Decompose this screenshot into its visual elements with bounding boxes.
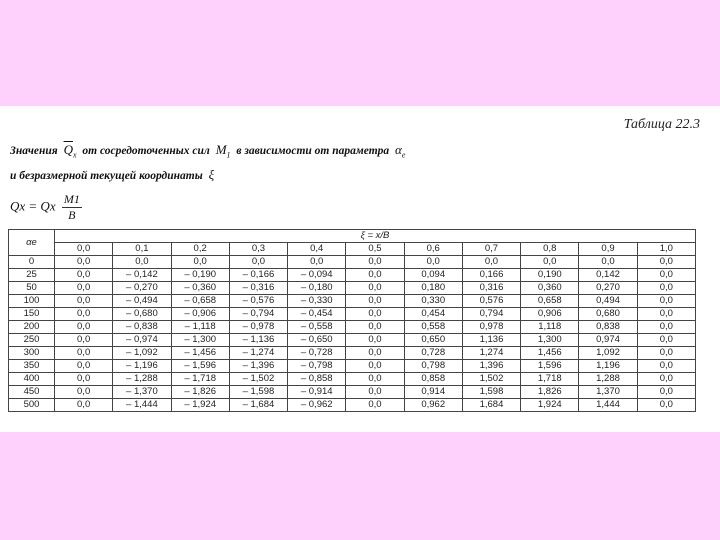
table-cell: – 0,962 — [288, 399, 346, 412]
xi-value-header: 0,5 — [346, 243, 404, 256]
table-cell: 1,300 — [521, 334, 579, 347]
table-cell: 0,0 — [579, 256, 637, 269]
table-cell: – 0,576 — [229, 295, 287, 308]
caption-line-1 — [10, 140, 408, 165]
table-cell: 0,650 — [404, 334, 462, 347]
alpha-value-cell: 25 — [9, 269, 55, 282]
table-cell: – 0,838 — [113, 321, 171, 334]
xi-value-header: 0,6 — [404, 243, 462, 256]
table-cell: – 0,794 — [229, 308, 287, 321]
table-cell: 0,0 — [113, 256, 171, 269]
table-cell: 1,396 — [462, 360, 520, 373]
table-cell: – 0,680 — [113, 308, 171, 321]
table-cell: 0,316 — [462, 282, 520, 295]
caption-part-1: Значения — [10, 145, 58, 157]
table-cell: 0,794 — [462, 308, 520, 321]
values-table — [8, 229, 696, 412]
table-cell: 0,454 — [404, 308, 462, 321]
table-row — [9, 334, 696, 347]
table-row — [9, 347, 696, 360]
table-cell: – 0,330 — [288, 295, 346, 308]
table-cell: 0,0 — [346, 321, 404, 334]
formula-numerator: M1 — [63, 192, 80, 206]
alpha-value-cell: 0 — [9, 256, 55, 269]
table-cell: 0,0 — [637, 360, 695, 373]
table-cell: – 1,502 — [229, 373, 287, 386]
table-cell: 0,0 — [637, 386, 695, 399]
table-cell: 0,0 — [521, 256, 579, 269]
table-cell: – 0,658 — [171, 295, 229, 308]
table-cell: 0,0 — [171, 256, 229, 269]
table-row — [9, 360, 696, 373]
table-cell: 0,0 — [346, 347, 404, 360]
xi-value-header: 0,0 — [55, 243, 113, 256]
table-cell: 0,658 — [521, 295, 579, 308]
q-symbol — [63, 142, 77, 160]
alpha-value-cell: 150 — [9, 308, 55, 321]
table-cell: 1,684 — [462, 399, 520, 412]
table-cell: – 1,370 — [113, 386, 171, 399]
table-row — [9, 256, 696, 269]
table-cell: – 1,300 — [171, 334, 229, 347]
alpha-value-cell: 200 — [9, 321, 55, 334]
table-cell: 0,0 — [55, 269, 113, 282]
table-row — [9, 373, 696, 386]
table-cell: – 0,858 — [288, 373, 346, 386]
table-cell: 0,0 — [55, 399, 113, 412]
table-cell: – 1,136 — [229, 334, 287, 347]
xi-value-header: 1,0 — [637, 243, 695, 256]
table-number: Таблица 22.3 — [623, 117, 700, 132]
table-cell: 0,0 — [346, 334, 404, 347]
table-cell: 0,0 — [404, 256, 462, 269]
table-row — [9, 321, 696, 334]
table-row — [9, 269, 696, 282]
table-cell: 1,456 — [521, 347, 579, 360]
table-cell: 1,370 — [579, 386, 637, 399]
table-cell: – 0,094 — [288, 269, 346, 282]
table-cell: – 0,914 — [288, 386, 346, 399]
header-row-1 — [9, 230, 696, 243]
table-cell: – 0,494 — [113, 295, 171, 308]
table-cell: 1,136 — [462, 334, 520, 347]
table-cell: – 1,684 — [229, 399, 287, 412]
table-cell: 0,0 — [346, 282, 404, 295]
alpha-subscript: e — [401, 150, 406, 160]
alpha-column-header: αe — [9, 230, 55, 256]
caption-line-2-text: и безразмерной текущей координаты — [10, 169, 203, 182]
table-cell: 0,0 — [288, 256, 346, 269]
xi-symbol: ξ — [208, 166, 215, 182]
table-cell: 0,978 — [462, 321, 520, 334]
table-cell: 0,0 — [637, 282, 695, 295]
table-cell: 0,858 — [404, 373, 462, 386]
formula-fraction — [62, 192, 82, 223]
table-cell: – 0,650 — [288, 334, 346, 347]
xi-value-header: 0,1 — [113, 243, 171, 256]
table-cell: 0,0 — [637, 256, 695, 269]
table-cell: 0,576 — [462, 295, 520, 308]
table-cell: – 1,444 — [113, 399, 171, 412]
table-cell: – 1,118 — [171, 321, 229, 334]
alpha-value-cell: 250 — [9, 334, 55, 347]
xi-value-header: 0,4 — [288, 243, 346, 256]
table-cell: – 1,598 — [229, 386, 287, 399]
xi-value-header: 0,7 — [462, 243, 520, 256]
alpha-value-cell: 50 — [9, 282, 55, 295]
table-cell: 0,0 — [637, 269, 695, 282]
table-cell: 0,0 — [346, 399, 404, 412]
table-cell: 0,0 — [229, 256, 287, 269]
table-cell: 0,558 — [404, 321, 462, 334]
table-cell: 0,0 — [637, 373, 695, 386]
table-cell: – 1,092 — [113, 347, 171, 360]
table-cell: – 0,166 — [229, 269, 287, 282]
table-cell: 0,0 — [55, 360, 113, 373]
table-cell: 0,0 — [55, 373, 113, 386]
q-subscript: x — [72, 150, 77, 160]
table-cell: 0,180 — [404, 282, 462, 295]
formula-denominator: B — [68, 208, 76, 222]
table-cell: – 0,142 — [113, 269, 171, 282]
table-cell: 0,0 — [637, 347, 695, 360]
table-cell: 0,094 — [404, 269, 462, 282]
table-cell: 0,270 — [579, 282, 637, 295]
table-cell: 0,0 — [462, 256, 520, 269]
alpha-letter: α — [395, 142, 402, 157]
table-cell: – 0,360 — [171, 282, 229, 295]
caption-part-2: от сосредоточенных сил — [82, 145, 210, 157]
alpha-value-cell: 100 — [9, 295, 55, 308]
caption-line-2 — [10, 165, 408, 186]
table-cell: – 1,456 — [171, 347, 229, 360]
xi-values-row — [9, 243, 696, 256]
table-body — [9, 256, 696, 412]
table-cell: 0,360 — [521, 282, 579, 295]
table-cell: – 0,974 — [113, 334, 171, 347]
table-cell: 0,0 — [346, 256, 404, 269]
table-cell: – 0,558 — [288, 321, 346, 334]
table-cell: – 0,454 — [288, 308, 346, 321]
table-cell: 0,494 — [579, 295, 637, 308]
alpha-value-cell: 400 — [9, 373, 55, 386]
caption-part-3: в зависимости от параметра — [236, 145, 390, 157]
m-subscript: 1 — [226, 150, 231, 160]
table-cell: 0,0 — [637, 295, 695, 308]
table-cell: 0,0 — [346, 308, 404, 321]
q-letter: $\overline{Q}$ — [63, 142, 73, 157]
table-cell: – 0,190 — [171, 269, 229, 282]
xi-header: ξ = x/B — [55, 230, 696, 243]
table-cell: 1,274 — [462, 347, 520, 360]
table-cell: 0,0 — [55, 308, 113, 321]
alpha-symbol — [395, 142, 406, 160]
table-row — [9, 282, 696, 295]
table-cell: 0,0 — [55, 321, 113, 334]
table-cell: 1,596 — [521, 360, 579, 373]
table-cell: – 1,288 — [113, 373, 171, 386]
table-cell: 0,962 — [404, 399, 462, 412]
table-row — [9, 386, 696, 399]
table-cell: 0,0 — [637, 321, 695, 334]
table-cell: 0,0 — [55, 347, 113, 360]
table-cell: 1,826 — [521, 386, 579, 399]
table-cell: 1,502 — [462, 373, 520, 386]
table-cell: 0,0 — [637, 334, 695, 347]
table-cell: 1,288 — [579, 373, 637, 386]
xi-value-header: 0,8 — [521, 243, 579, 256]
table-cell: – 0,316 — [229, 282, 287, 295]
table-cell: – 1,718 — [171, 373, 229, 386]
m-symbol — [215, 142, 231, 160]
table-cell: – 0,906 — [171, 308, 229, 321]
table-cell: 0,0 — [55, 282, 113, 295]
table-row — [9, 308, 696, 321]
alpha-value-cell: 350 — [9, 360, 55, 373]
formula — [10, 192, 82, 223]
table-cell: 0,0 — [346, 386, 404, 399]
table-cell: – 1,826 — [171, 386, 229, 399]
m-letter: M — [215, 142, 227, 157]
table-cell: – 0,270 — [113, 282, 171, 295]
table-cell: 0,0 — [637, 308, 695, 321]
table-cell: 1,092 — [579, 347, 637, 360]
xi-value-header: 0,2 — [171, 243, 229, 256]
table-cell: 0,0 — [637, 399, 695, 412]
table-cell: 0,0 — [55, 334, 113, 347]
table-cell: 0,798 — [404, 360, 462, 373]
table-cell: 0,0 — [346, 295, 404, 308]
formula-lhs: Qx = Qx — [10, 198, 56, 214]
table-cell: – 0,978 — [229, 321, 287, 334]
table-cell: 0,728 — [404, 347, 462, 360]
table-cell: 1,924 — [521, 399, 579, 412]
table-cell: – 0,728 — [288, 347, 346, 360]
table-cell: 0,914 — [404, 386, 462, 399]
table-cell: – 1,924 — [171, 399, 229, 412]
table-cell: 1,118 — [521, 321, 579, 334]
scanned-page — [0, 106, 720, 432]
table-row — [9, 295, 696, 308]
table-cell: 0,0 — [55, 386, 113, 399]
table-cell: 0,166 — [462, 269, 520, 282]
table-cell: – 1,396 — [229, 360, 287, 373]
alpha-value-cell: 500 — [9, 399, 55, 412]
table-cell: – 0,180 — [288, 282, 346, 295]
table-cell: 0,190 — [521, 269, 579, 282]
table-caption — [10, 140, 408, 186]
table-cell: 1,196 — [579, 360, 637, 373]
table-cell: 0,0 — [55, 256, 113, 269]
table-row — [9, 399, 696, 412]
table-cell: 0,906 — [521, 308, 579, 321]
table-cell: 0,0 — [346, 360, 404, 373]
table-cell: 0,838 — [579, 321, 637, 334]
table-cell: 0,0 — [346, 269, 404, 282]
alpha-value-cell: 300 — [9, 347, 55, 360]
table-cell: 1,444 — [579, 399, 637, 412]
table-cell: 1,598 — [462, 386, 520, 399]
table-cell: – 0,798 — [288, 360, 346, 373]
xi-value-header: 0,3 — [229, 243, 287, 256]
table-cell: – 1,196 — [113, 360, 171, 373]
table-cell: 0,142 — [579, 269, 637, 282]
alpha-value-cell: 450 — [9, 386, 55, 399]
table-cell: – 1,274 — [229, 347, 287, 360]
table-cell: 0,0 — [55, 295, 113, 308]
table-cell: 0,974 — [579, 334, 637, 347]
table-cell: 0,330 — [404, 295, 462, 308]
table-cell: 0,680 — [579, 308, 637, 321]
table-cell: – 1,596 — [171, 360, 229, 373]
xi-value-header: 0,9 — [579, 243, 637, 256]
table-cell: 1,718 — [521, 373, 579, 386]
table-cell: 0,0 — [346, 373, 404, 386]
